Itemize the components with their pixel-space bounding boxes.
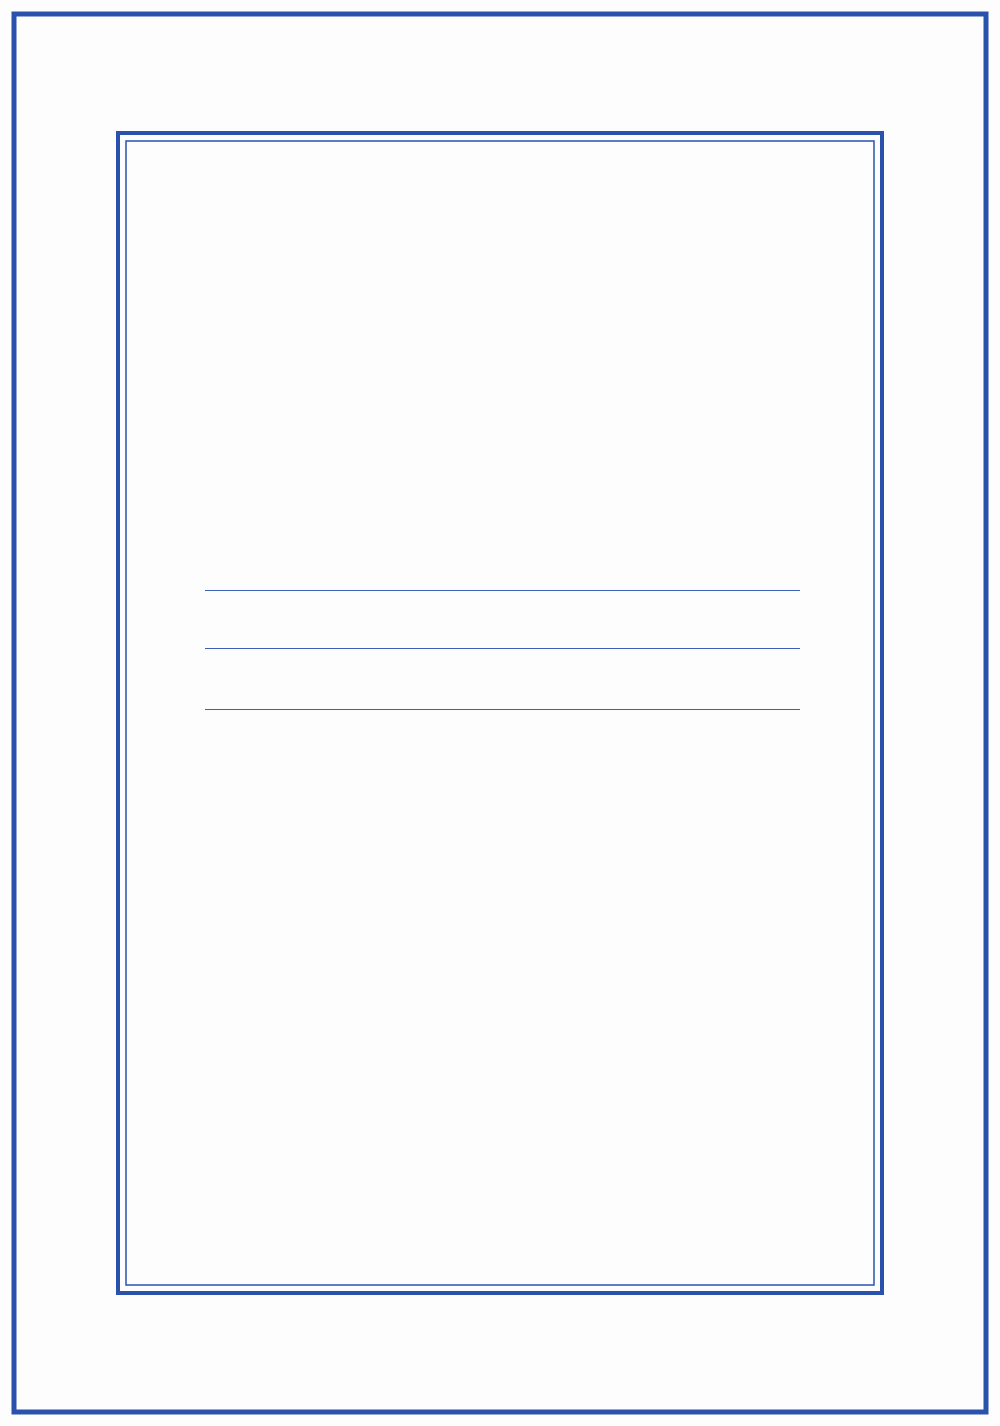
recipient-line-2 [205,648,800,649]
recipient-line-1 [205,590,800,591]
recipient-line-3 [205,709,800,710]
